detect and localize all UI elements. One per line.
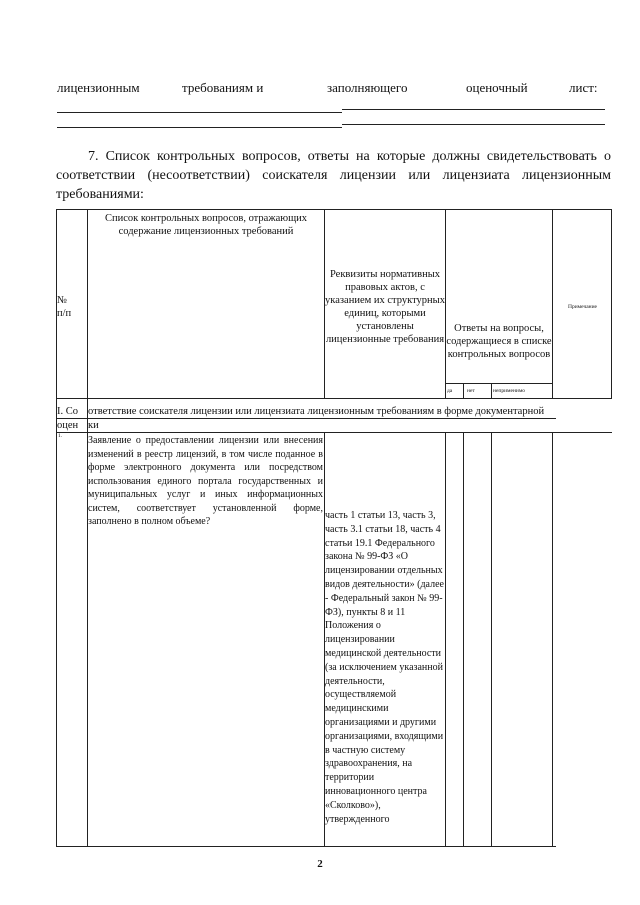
header-answers: Ответы на вопросы, содержащиеся в списке контрольных вопросов [446,323,552,360]
header-na: неприменимо [493,388,526,394]
fill-line [57,127,342,128]
fill-line [57,112,342,113]
header-word-5: лист: [569,80,598,95]
header-num: № п/п [57,295,72,319]
fill-line [342,124,605,125]
section-paragraph: 7. Список контрольных вопросов, ответы на которые должны свидетельствовать о соответствии (несоответствии) соискателя лицензии или лицензиата лицензионным требованиями: [56,149,611,202]
header-word-4: оценочный [466,80,528,95]
row-question: Заявление о предоставлении лицензии или внесения изменений в реестр лицензий, в том числе поданное в форме электронного документа или посредством использования единого портала государственных и муниципальных услуг и иных информационных систем, соответствует установленной форме, заполнено в полном объеме? [88,435,323,527]
header-no: нет [467,388,475,394]
row-number: 1. [58,433,63,439]
header-yes: да [447,388,453,394]
header-word-2: требованиям и [182,80,264,95]
header-acts: Реквизиты нормативных правовых актов, с указанием их структурных единиц, которыми установлены лицензионные требования [325,269,445,345]
section-number-cont: оцен [57,420,79,431]
row-acts: часть 1 статьи 13, часть 3, часть 3.1 статьи 18, часть 4 статьи 19.1 Федерального закона № 99-ФЗ «О лицензировании отдельных видов деятельности» (далее - Федеральный закон № 99-ФЗ), пункты 8 и 11 Положения о лицензировании медицинской деятельности (за исключением указанной деятельности, осуществляемой медицинскими организациями и другими организациями, входящими в частную систему здравоохранения, на территории инновационного центра «Сколково»), утвержденного [325,510,444,825]
section-number: I. Со [57,406,78,417]
header-note: Примечание [568,304,597,310]
fill-line [342,109,605,110]
section-title-cont: ки [88,420,99,431]
header-questions: Список контрольных вопросов, отражающих содержание лицензионных требований [104,213,308,237]
section-title: ответствие соискателя лицензии или лицензиата лицензионным требованиям в форме документарной [88,406,545,417]
page-number: 2 [317,858,323,870]
header-word-1: лицензионным [57,80,140,95]
header-word-3: заполняющего [327,80,408,95]
